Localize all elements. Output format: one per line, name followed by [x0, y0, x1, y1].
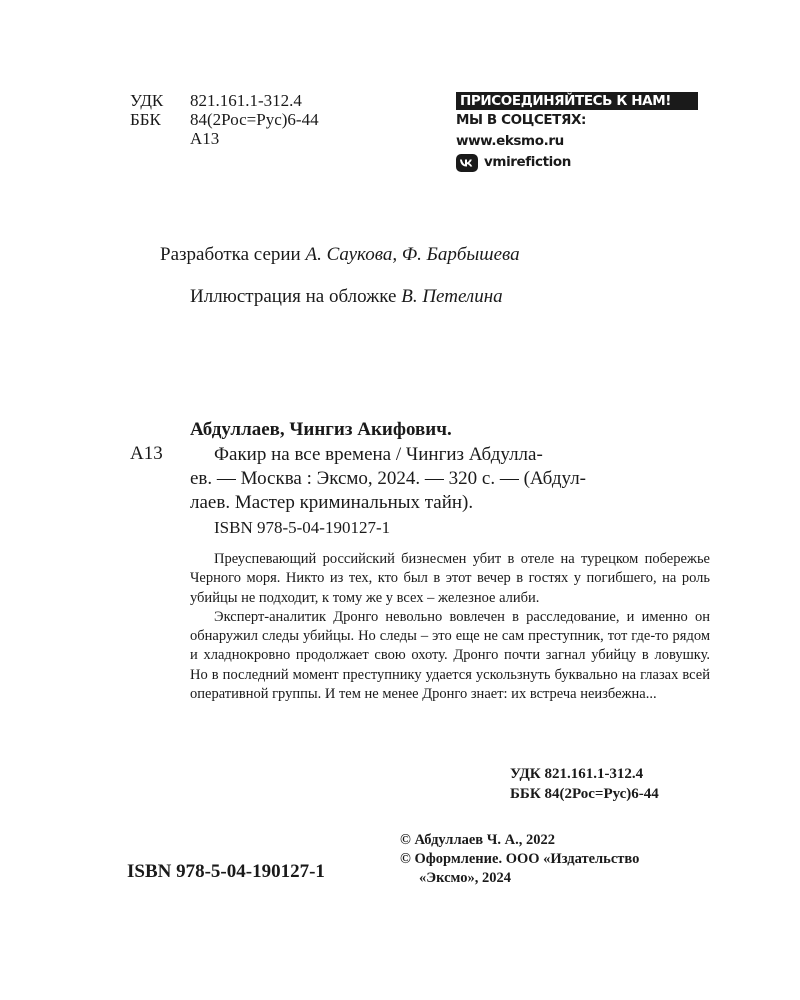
annotation-paragraph-2: Эксперт-аналитик Дронго невольно вовлечен в расследование, и именно он обнаружил следы убийцы. Но следы – это еще не сам преступник, тот где-то рядом и хладнокровно продолжает свою охоту. Дронго почти загнал убийцу в ловушку. Но в последний момент преступнику удается ускользнуть буквально на глазах всей оперативной группы. И тем не менее Дронго знает: их встреча неизбежна... [190, 608, 710, 703]
join-us-banner: ПРИСОЕДИНЯЙТЕСЬ К НАМ! [456, 92, 698, 110]
vk-handle: vmirefiction [484, 154, 571, 170]
footer-bbk: ББК 84(2Рос=Рус)6-44 [510, 786, 659, 802]
biblio-line-1: Факир на все времена / Чингиз Абдулла- [214, 444, 543, 465]
illustration-credit-name: В. Петелина [401, 286, 503, 307]
social-block [456, 92, 698, 173]
bbk-row [130, 110, 319, 129]
isbn-footer: ISBN 978-5-04-190127-1 [127, 861, 325, 882]
bibliographic-description [190, 443, 710, 515]
classification-block [130, 91, 319, 148]
annotation-paragraph-1: Преуспевающий российский бизнесмен убит в отеле на турецком побережье Черного моря. Никто из тех, кто был в этот вечер в гостях у погибшего, на роль убийцы не подходит, к тому же у всех – железное алиби. [190, 551, 710, 606]
cutter-row [130, 129, 319, 148]
biblio-line-3: лаев. Мастер криминальных тайн). [190, 492, 474, 513]
series-credit [160, 244, 800, 266]
author-heading: Абдуллаев, Чингиз Акифович. [190, 419, 452, 440]
copyright-block [400, 831, 639, 888]
footer-classification [510, 764, 659, 804]
vk-icon [456, 154, 478, 172]
vk-row[interactable] [456, 152, 698, 173]
social-subtitle: МЫ В СОЦСЕТЯХ: [456, 112, 586, 128]
udk-label: УДК [130, 91, 164, 110]
bibliographic-cutter: А13 [130, 443, 163, 464]
illustration-credit-prefix: Иллюстрация на обложке [190, 286, 402, 307]
biblio-line-2: ев. — Москва : Эксмо, 2024. — 320 с. — (Абдул- [190, 468, 587, 489]
udk-value: 821.161.1-312.4 [190, 91, 302, 110]
illustration-credit [190, 286, 800, 308]
udk-row [130, 91, 319, 110]
bbk-value: 84(2Рос=Рус)6-44 [190, 110, 319, 129]
copyright-author: © Абдуллаев Ч. А., 2022 [400, 832, 555, 848]
copyright-publisher: «Эксмо», 2024 [419, 870, 511, 886]
cutter-code: А13 [190, 129, 220, 148]
annotation [190, 550, 710, 704]
series-credit-prefix: Разработка серии [160, 244, 306, 265]
bbk-label: ББК [130, 110, 161, 129]
series-credit-names: А. Саукова, Ф. Барбышева [305, 244, 520, 265]
website-link[interactable]: www.eksmo.ru [456, 133, 564, 149]
copyright-design: © Оформление. ООО «Издательство [400, 851, 640, 867]
footer-udk: УДК 821.161.1-312.4 [510, 766, 644, 782]
isbn-inline: ISBN 978-5-04-190127-1 [214, 518, 391, 537]
vk-logo-icon [459, 158, 475, 168]
